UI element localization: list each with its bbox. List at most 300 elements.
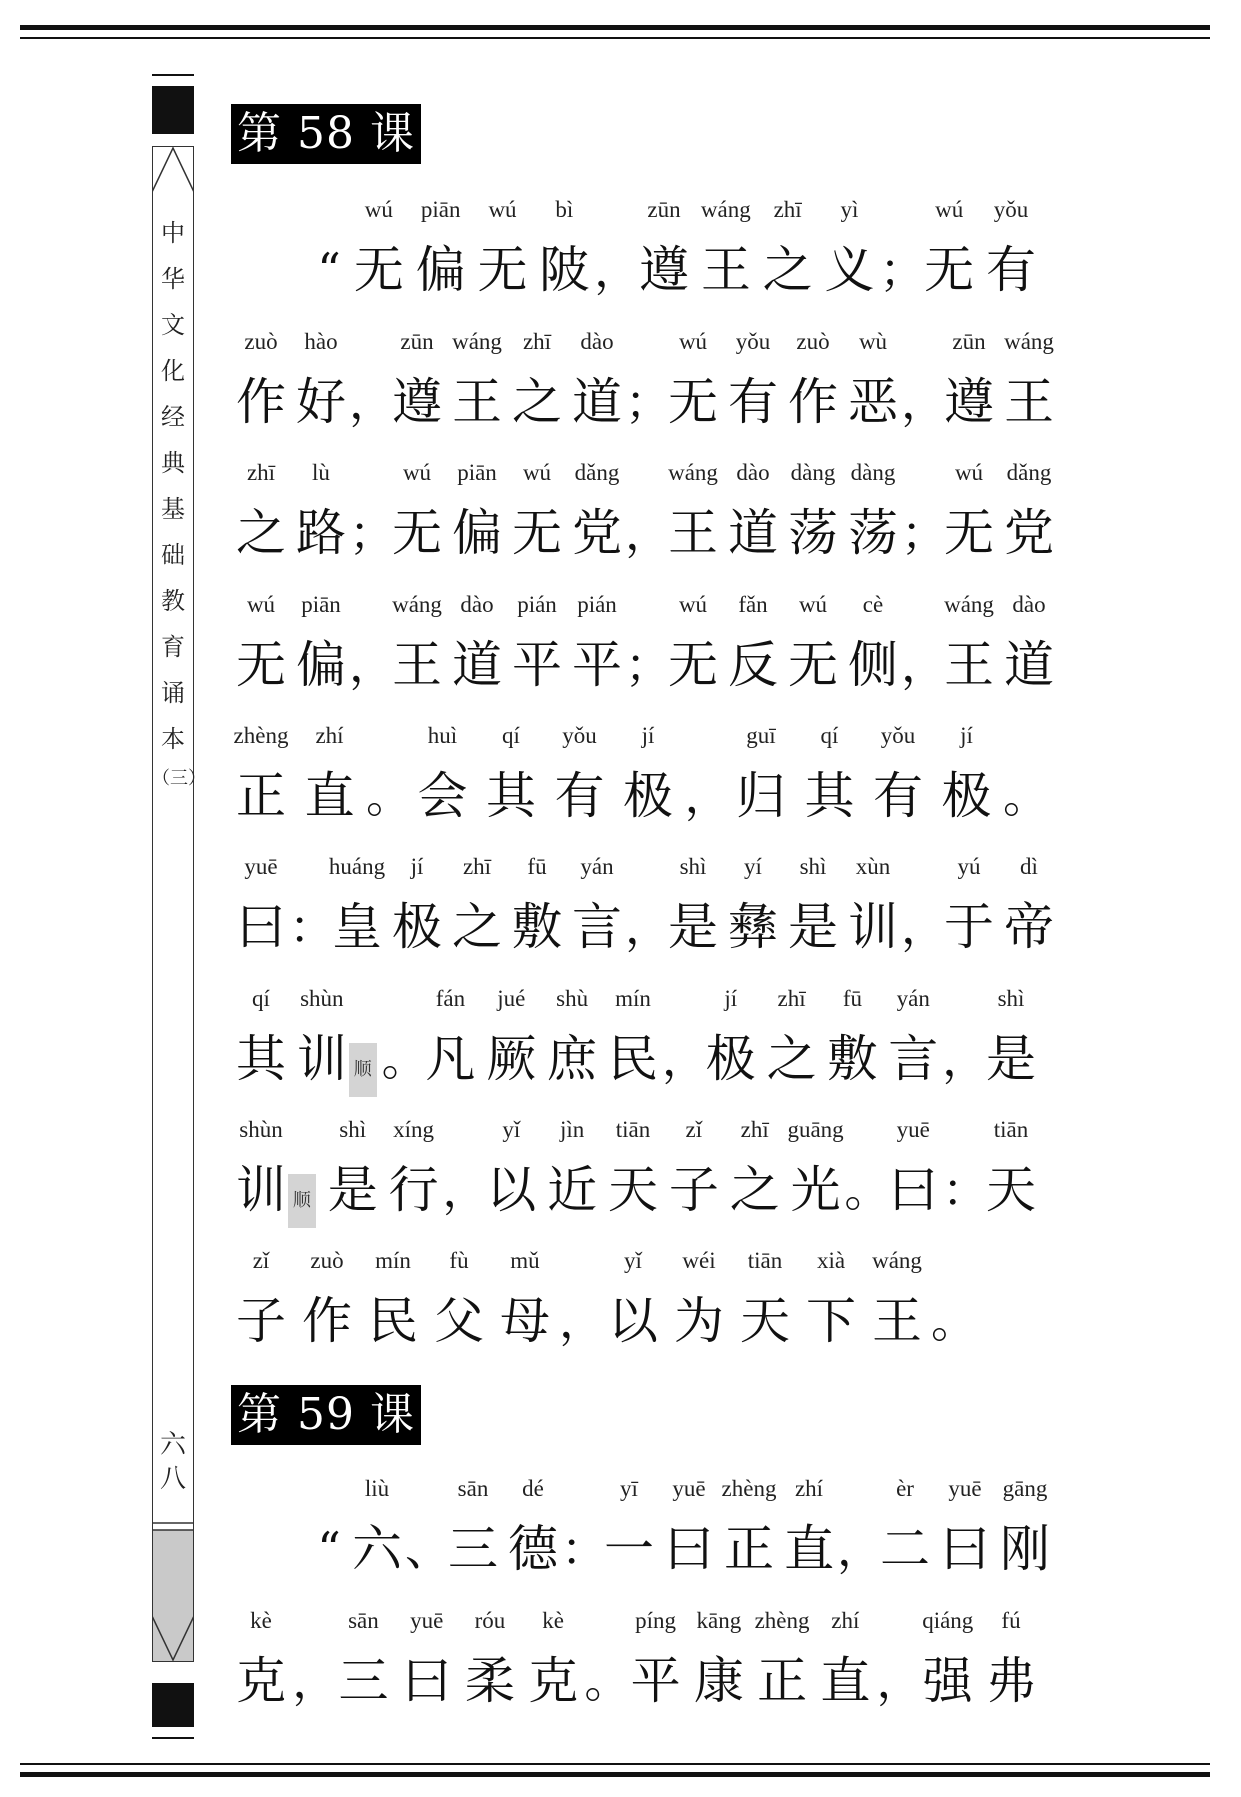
character-cell <box>231 853 291 973</box>
hanzi: 民 <box>608 1030 658 1088</box>
hanzi: 平 <box>630 1652 681 1710</box>
punctuation: ， <box>292 1654 339 1708</box>
spine-top-line <box>152 74 194 76</box>
hanzi: 训 <box>848 898 898 956</box>
hanzi: 彝 <box>728 898 778 956</box>
hanzi: 三 <box>338 1652 389 1710</box>
spine-title-char: 中 <box>161 219 185 247</box>
reading-note: 顺 <box>349 1043 377 1097</box>
pinyin: wéi <box>682 1248 716 1273</box>
hanzi: 下 <box>806 1292 856 1350</box>
character-cell <box>567 328 627 448</box>
pinyin: hào <box>304 329 338 354</box>
character-cell <box>523 1607 583 1727</box>
pinyin: yuē <box>672 1476 706 1501</box>
pinyin: yán <box>580 854 614 879</box>
hanzi: 无 <box>392 504 442 562</box>
hanzi: 曰 <box>236 898 286 956</box>
punctuation: ， <box>559 1294 605 1348</box>
pinyin: wú <box>402 460 432 485</box>
pinyin: yán <box>896 986 930 1011</box>
hanzi: 为 <box>674 1292 724 1350</box>
pinyin: guī <box>746 723 776 748</box>
character-cell <box>231 1116 291 1236</box>
spine-page-char: 八 <box>159 1464 186 1494</box>
pinyin: gāng <box>1002 1476 1048 1501</box>
character-cell <box>567 459 627 579</box>
pinyin: yì <box>840 197 859 222</box>
pinyin: tiān <box>747 1248 783 1273</box>
spine-bottom-block <box>152 1683 194 1727</box>
character-cell <box>567 591 627 711</box>
pinyin: wú <box>935 197 964 222</box>
hanzi: 极 <box>623 767 673 825</box>
character-cell <box>300 722 360 842</box>
spine-title-char: 典 <box>161 449 185 477</box>
hanzi: 三 <box>448 1520 498 1578</box>
punctuation: ， <box>901 638 947 692</box>
hanzi: 之 <box>512 373 562 431</box>
pinyin: yǐ <box>624 1248 642 1273</box>
hanzi: 二 <box>880 1520 930 1578</box>
hanzi: 极 <box>705 1030 756 1088</box>
text-line <box>231 1247 1041 1367</box>
character-cell <box>883 1116 943 1236</box>
pinyin: wú <box>678 329 708 354</box>
punctuation: ， <box>661 1032 708 1086</box>
character-cell <box>618 722 678 842</box>
pinyin: dào <box>1012 592 1046 617</box>
hanzi: 道 <box>728 504 778 562</box>
punctuation: 。 <box>1003 769 1049 823</box>
spine-title-char: 本 <box>161 725 185 753</box>
pinyin: dàng <box>790 460 836 485</box>
hanzi: 极 <box>941 767 992 825</box>
hanzi: 皇 <box>332 898 382 956</box>
pinyin: zūn <box>952 329 986 354</box>
pinyin: pián <box>577 592 617 617</box>
hanzi: 无 <box>477 241 528 299</box>
pinyin: zhī <box>522 329 552 354</box>
hanzi: 平 <box>572 636 622 694</box>
text-line <box>231 459 1054 579</box>
character-cell <box>999 853 1059 973</box>
spine-title-char: 文 <box>161 311 185 339</box>
pinyin: zuò <box>796 329 830 354</box>
hanzi: 作 <box>236 373 286 431</box>
character-cell <box>843 459 903 579</box>
hanzi: 直 <box>304 767 355 825</box>
pinyin: fū <box>527 854 547 879</box>
hanzi: 敷 <box>827 1030 878 1088</box>
pinyin: xíng <box>393 1117 434 1142</box>
hanzi: 无 <box>944 504 994 562</box>
punctuation: ； <box>625 375 671 429</box>
pinyin: yǒu <box>880 723 916 748</box>
pinyin: wáng <box>700 197 751 222</box>
hanzi: 帝 <box>1004 898 1054 956</box>
pinyin: zhèng <box>721 1476 777 1501</box>
text-line <box>231 985 1041 1105</box>
pinyin: yú <box>957 854 981 879</box>
hanzi: 强 <box>922 1652 973 1710</box>
hanzi: 无 <box>512 504 562 562</box>
pinyin: wú <box>798 592 828 617</box>
hanzi: 于 <box>944 898 994 956</box>
hanzi: 是 <box>668 898 718 956</box>
pinyin: shùn <box>239 1117 283 1142</box>
character-cell <box>495 1247 555 1367</box>
pinyin: shì <box>679 854 707 879</box>
pinyin: piān <box>301 592 341 617</box>
pinyin: zhèng <box>233 723 289 748</box>
character-cell <box>999 328 1059 448</box>
hanzi: 厥 <box>486 1030 537 1088</box>
pinyin: jí <box>641 723 655 748</box>
pinyin: tiān <box>993 1117 1029 1142</box>
text-line <box>231 328 1054 448</box>
pinyin: huáng <box>328 854 386 879</box>
hanzi: 好 <box>296 373 346 431</box>
punctuation: 。 <box>381 1032 428 1086</box>
hanzi: 荡 <box>788 504 838 562</box>
hanzi: 无 <box>668 636 718 694</box>
hanzi: 是 <box>788 898 838 956</box>
hanzi: 有 <box>986 241 1036 299</box>
pinyin: zuò <box>310 1248 344 1273</box>
text-line <box>231 196 1041 316</box>
punctuation: ， <box>625 506 671 560</box>
hanzi: 曰 <box>664 1520 714 1578</box>
pinyin: zhī <box>462 854 492 879</box>
pinyin: liù <box>364 1476 390 1501</box>
pinyin: wáng <box>872 1248 922 1273</box>
punctuation: ， <box>901 900 947 954</box>
hanzi: 克 <box>528 1652 579 1710</box>
hanzi: 无 <box>788 636 838 694</box>
pinyin: qí <box>820 723 839 748</box>
pinyin: yuē <box>244 854 278 879</box>
hanzi: 党 <box>572 504 622 562</box>
spine-title-char: 育 <box>161 633 185 661</box>
pinyin: yǒu <box>993 197 1029 222</box>
punctuation: ： <box>289 900 335 954</box>
spine-title-char: 诵 <box>161 679 185 707</box>
punctuation: ： <box>561 1522 607 1576</box>
pinyin: zuò <box>244 329 278 354</box>
pinyin: yǒu <box>735 329 771 354</box>
spine-top-block <box>152 86 194 134</box>
pinyin: tiān <box>615 1117 651 1142</box>
character-cell <box>999 591 1059 711</box>
punctuation: 。 <box>366 769 412 823</box>
hanzi: 遵 <box>639 241 689 299</box>
character-cell <box>786 1116 846 1236</box>
character-cell <box>779 1475 839 1595</box>
pinyin: wú <box>364 197 393 222</box>
hanzi: 柔 <box>464 1652 515 1710</box>
pinyin: shùn <box>300 986 344 1011</box>
character-cell <box>981 1607 1041 1727</box>
hanzi: 其 <box>236 1030 286 1088</box>
reading-note: 顺 <box>288 1174 316 1228</box>
hanzi: 王 <box>944 636 994 694</box>
pinyin: qí <box>502 723 520 748</box>
hanzi: 无 <box>353 241 404 299</box>
hanzi: 作 <box>788 373 838 431</box>
hanzi: 一 <box>604 1520 654 1578</box>
text-line <box>231 1607 1041 1727</box>
spine-book-title <box>152 210 206 790</box>
punctuation: “ <box>317 243 341 297</box>
punctuation: ， <box>901 375 947 429</box>
hanzi: 天 <box>608 1161 658 1219</box>
character-cell <box>815 1607 875 1727</box>
hanzi: 道 <box>1004 636 1054 694</box>
hanzi: 天 <box>986 1161 1036 1219</box>
hanzi: 无 <box>924 241 975 299</box>
punctuation: ； <box>349 506 395 560</box>
punctuation: ， <box>349 375 395 429</box>
punctuation: ， <box>876 1654 923 1708</box>
pinyin: zhī <box>773 197 802 222</box>
hanzi: 偏 <box>452 504 502 562</box>
hanzi: 无 <box>668 373 718 431</box>
pinyin: fán <box>435 986 466 1011</box>
punctuation: ， <box>684 769 731 823</box>
character-cell <box>843 853 903 973</box>
pinyin: zhèng <box>754 1608 810 1633</box>
pinyin: wú <box>954 460 984 485</box>
pinyin: yǐ <box>502 1117 521 1142</box>
pinyin: bì <box>555 197 574 222</box>
hanzi: 有 <box>873 767 923 825</box>
punctuation: ， <box>837 1522 883 1576</box>
hanzi: 会 <box>417 767 468 825</box>
hanzi: 偏 <box>296 636 346 694</box>
pinyin: zūn <box>647 197 681 222</box>
pinyin: dì <box>1020 854 1038 879</box>
hanzi: 王 <box>668 504 718 562</box>
hanzi: 侧 <box>848 636 898 694</box>
hanzi: 王 <box>392 636 442 694</box>
hanzi: 反 <box>728 636 778 694</box>
punctuation: ； <box>901 506 947 560</box>
hanzi: 王 <box>872 1292 922 1350</box>
hanzi: 民 <box>368 1292 418 1350</box>
hanzi: 曰 <box>888 1161 939 1219</box>
character-cell <box>843 591 903 711</box>
hanzi: 母 <box>500 1292 550 1350</box>
pinyin: yuē <box>896 1117 930 1142</box>
pinyin: jìn <box>560 1117 585 1142</box>
pinyin: shì <box>339 1117 367 1142</box>
pinyin: dé <box>522 1476 544 1501</box>
hanzi: 之 <box>452 898 502 956</box>
pinyin: wáng <box>1004 329 1054 354</box>
punctuation: ； <box>879 243 926 297</box>
pinyin: jí <box>960 723 973 748</box>
hanzi: 敷 <box>512 898 562 956</box>
character-cell <box>503 1475 563 1595</box>
hanzi: 直 <box>784 1520 834 1578</box>
hanzi: 有 <box>728 373 778 431</box>
pinyin: yī <box>620 1476 638 1501</box>
pinyin: wú <box>488 197 517 222</box>
text-line <box>231 722 1049 842</box>
punctuation: ， <box>349 638 395 692</box>
pinyin: sān <box>457 1476 489 1501</box>
hanzi: 六 <box>352 1520 402 1578</box>
character-cell <box>867 1247 927 1367</box>
character-cell <box>883 985 943 1105</box>
character-cell <box>347 1475 407 1595</box>
hanzi: 平 <box>512 636 562 694</box>
top-rule-thin <box>20 37 1210 39</box>
hanzi: 义 <box>824 241 875 299</box>
hanzi: 子 <box>236 1292 286 1350</box>
hanzi: 是 <box>986 1030 1036 1088</box>
pinyin: yí <box>744 854 762 879</box>
pinyin: fú <box>1001 1608 1021 1633</box>
character-cell <box>981 1116 1041 1236</box>
hanzi: 之 <box>762 241 813 299</box>
hanzi: 言 <box>888 1030 939 1088</box>
pinyin: zhī <box>740 1117 769 1142</box>
character-cell <box>999 459 1059 579</box>
punctuation: ， <box>594 243 641 297</box>
pinyin: fù <box>449 1248 469 1273</box>
spine-title-char: 基 <box>161 495 185 523</box>
hanzi: 之 <box>729 1161 780 1219</box>
pinyin: jué <box>497 986 526 1011</box>
hanzi: 道 <box>452 636 502 694</box>
hanzi: 训 <box>296 1030 347 1088</box>
pinyin: zhí <box>315 723 344 748</box>
pinyin: zhí <box>794 1476 824 1501</box>
pinyin: zhí <box>831 1608 860 1633</box>
spine-title-char: 华 <box>161 265 185 293</box>
hanzi: 是 <box>327 1161 378 1219</box>
hanzi: 王 <box>452 373 502 431</box>
hanzi: 近 <box>547 1161 598 1219</box>
pinyin: dào <box>460 592 494 617</box>
hanzi: 言 <box>572 898 622 956</box>
hanzi: 正 <box>724 1520 774 1578</box>
character-cell <box>603 985 663 1105</box>
pinyin: zūn <box>400 329 434 354</box>
spine-title-char: 教 <box>161 587 185 615</box>
pinyin: dàng <box>850 460 896 485</box>
hanzi: 天 <box>740 1292 790 1350</box>
pinyin: yuē <box>948 1476 982 1501</box>
pinyin: pián <box>517 592 557 617</box>
pinyin: róu <box>474 1608 506 1633</box>
pinyin: xià <box>816 1248 846 1273</box>
pinyin: guāng <box>787 1117 844 1142</box>
pinyin: kāng <box>696 1608 742 1633</box>
hanzi: 正 <box>236 767 286 825</box>
character-cell <box>291 591 351 711</box>
hanzi: 陂 <box>539 241 590 299</box>
pinyin: píng <box>635 1608 677 1633</box>
hanzi: 克 <box>236 1652 286 1710</box>
spine-bottom-line <box>152 1737 194 1739</box>
character-cell <box>820 196 880 316</box>
pinyin: wáng <box>452 329 502 354</box>
spine-title-char: 础 <box>161 541 185 569</box>
punctuation: ， <box>942 1032 989 1086</box>
hanzi: 弗 <box>986 1652 1036 1710</box>
hanzi: 凡 <box>425 1030 476 1088</box>
pinyin: èr <box>896 1476 914 1501</box>
pinyin: fǎn <box>738 592 768 617</box>
pinyin: lù <box>312 460 330 485</box>
hanzi: 党 <box>1004 504 1054 562</box>
character-cell <box>292 985 352 1105</box>
character-cell <box>995 1475 1055 1595</box>
pinyin: shù <box>556 986 589 1011</box>
punctuation: “ <box>317 1522 341 1576</box>
pinyin: zǐ <box>252 1248 270 1273</box>
pinyin: dǎng <box>1006 460 1052 485</box>
pinyin: wáng <box>668 460 718 485</box>
character-cell <box>567 853 627 973</box>
character-cell <box>384 1116 444 1236</box>
pinyin: mǔ <box>510 1248 540 1273</box>
punctuation: 、 <box>405 1522 451 1576</box>
pinyin: shì <box>997 986 1025 1011</box>
punctuation: 。 <box>584 1654 631 1708</box>
hanzi: 之 <box>766 1030 817 1088</box>
pinyin: yǒu <box>562 723 597 748</box>
pinyin: wáng <box>944 592 994 617</box>
punctuation: ， <box>625 900 671 954</box>
pinyin: kè <box>250 1608 272 1633</box>
hanzi: 其 <box>804 767 855 825</box>
spine-page-char: 六 <box>159 1430 186 1460</box>
hanzi: 德 <box>508 1520 558 1578</box>
punctuation: ： <box>942 1163 989 1217</box>
lesson-58-header: 第 58 课 <box>231 104 421 164</box>
hanzi: 极 <box>392 898 442 956</box>
hanzi: 父 <box>434 1292 484 1350</box>
hanzi: 遵 <box>392 373 442 431</box>
hanzi: 荡 <box>848 504 898 562</box>
hanzi: 直 <box>820 1652 871 1710</box>
punctuation: ， <box>442 1163 489 1217</box>
hanzi: 王 <box>700 241 751 299</box>
hanzi: 以 <box>608 1292 658 1350</box>
pinyin: dào <box>580 329 614 354</box>
character-cell <box>981 196 1041 316</box>
pinyin: qí <box>252 986 270 1011</box>
pinyin: dǎng <box>574 460 620 485</box>
bottom-rule-thin <box>20 1763 1210 1765</box>
pinyin: sān <box>348 1608 379 1633</box>
hanzi: 正 <box>757 1652 808 1710</box>
hanzi: 道 <box>572 373 622 431</box>
pinyin: kè <box>542 1608 564 1633</box>
hanzi: 无 <box>236 636 286 694</box>
pinyin: mín <box>375 1248 411 1273</box>
pinyin: qiáng <box>922 1608 974 1633</box>
hanzi: 以 <box>486 1161 537 1219</box>
punctuation: 。 <box>844 1163 891 1217</box>
pinyin: zhī <box>246 460 276 485</box>
character-cell <box>534 196 594 316</box>
pinyin: xùn <box>855 854 891 879</box>
